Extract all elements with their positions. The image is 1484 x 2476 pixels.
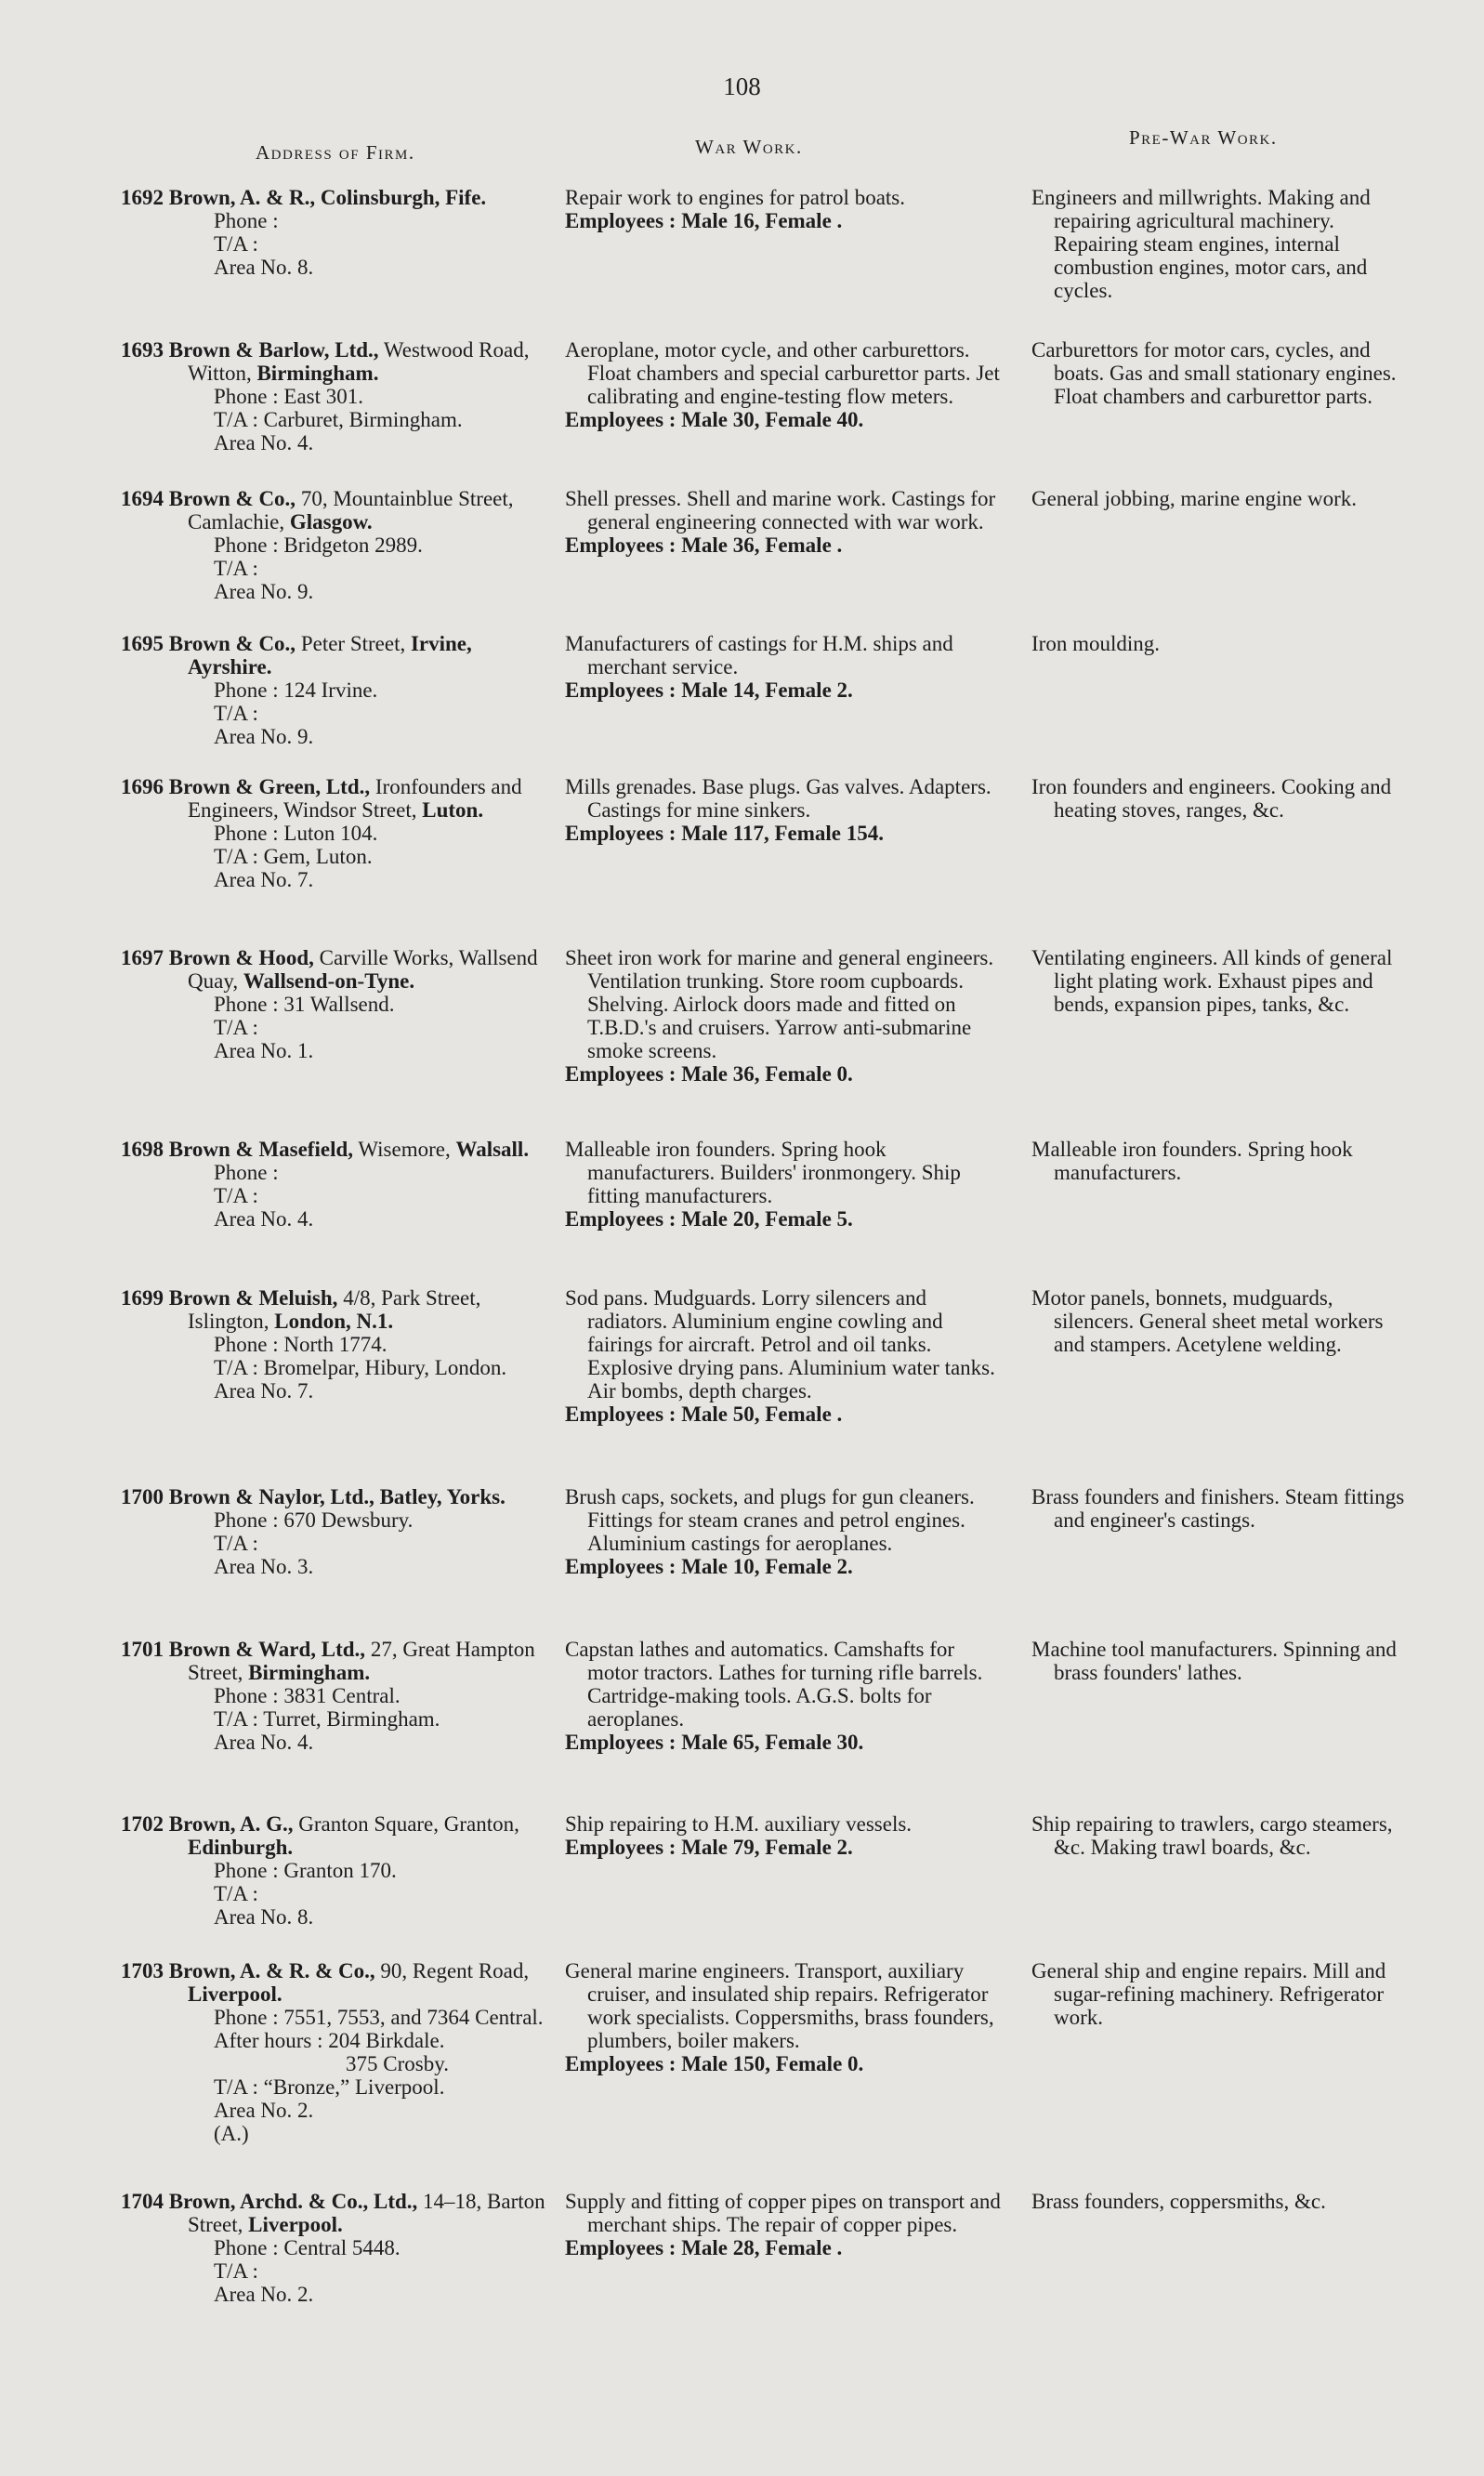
war-work-text: General marine engineers. Transport, auxiliary cruiser, and insulated ship repairs. Refrigerator work specialists. Coppersmiths, brass founders, plumbers, boiler makers. bbox=[565, 1959, 994, 2052]
area-number: Area No. 1. bbox=[214, 1039, 314, 1062]
area-number: Area No. 4. bbox=[214, 1207, 314, 1231]
firm-place: Luton. bbox=[422, 798, 484, 822]
war-work bbox=[565, 2190, 1009, 2259]
entry-number: 1704 bbox=[121, 2190, 164, 2213]
phone: Phone : East 301. bbox=[214, 385, 363, 408]
pre-war-text: Motor panels, bonnets, mudguards, silencers. General sheet metal workers and stampers. Acetylene welding. bbox=[1031, 1286, 1384, 1356]
phone: Phone : Luton 104. bbox=[214, 822, 378, 845]
firm-name: Brown & Ward, Ltd., bbox=[168, 1638, 366, 1661]
firm-address bbox=[121, 1286, 546, 1403]
telegraphic-address: T/A : Carburet, Birmingham. bbox=[214, 408, 463, 431]
firm-name: Brown, A. & R., bbox=[168, 186, 316, 209]
pre-war-work bbox=[1031, 632, 1412, 655]
war-work-text: Manufacturers of castings for H.M. ships and merchant service. bbox=[565, 632, 953, 678]
entry-number: 1701 bbox=[121, 1638, 164, 1661]
entry-number: 1698 bbox=[121, 1138, 164, 1161]
pre-war-text: Ventilating engineers. All kinds of general light plating work. Exhaust pipes and bends, expansion pipes, tanks, &c. bbox=[1031, 946, 1393, 1016]
area-number: Area No. 7. bbox=[214, 868, 314, 891]
firm-address bbox=[121, 775, 546, 891]
firm-place: Edinburgh. bbox=[188, 1836, 294, 1859]
pre-war-work bbox=[1031, 1959, 1412, 2029]
war-work-text: Shell presses. Shell and marine work. Castings for general engineering connected with war work. bbox=[565, 487, 996, 533]
war-work-text: Repair work to engines for patrol boats. bbox=[565, 186, 905, 209]
employees: Employees : Male 36, Female 0. bbox=[565, 1062, 853, 1086]
telegraphic-address: T/A : bbox=[214, 2259, 258, 2283]
firm-name: Brown & Barlow, Ltd., bbox=[168, 338, 379, 362]
telegraphic-address: T/A : Gem, Luton. bbox=[214, 845, 373, 868]
pre-war-text: Brass founders and finishers. Steam fittings and engineer's castings. bbox=[1031, 1485, 1405, 1532]
pre-war-work bbox=[1031, 186, 1412, 302]
area-number: Area No. 4. bbox=[214, 431, 314, 454]
entry-number: 1692 bbox=[121, 186, 164, 209]
firm-place: Birmingham. bbox=[256, 362, 379, 385]
telegraphic-address: T/A : bbox=[214, 1882, 258, 1905]
street-address: Granton Square, Granton, bbox=[298, 1812, 519, 1836]
firm-address bbox=[121, 1485, 546, 1578]
employees: Employees : Male 10, Female 2. bbox=[565, 1555, 853, 1578]
firm-name: Brown, A. G., bbox=[168, 1812, 294, 1836]
pre-war-work bbox=[1031, 946, 1412, 1016]
area-number: Area No. 2. bbox=[214, 2099, 314, 2122]
street-address: 27, Great Hampton Street, bbox=[188, 1638, 535, 1684]
phone: Phone : 3831 Central. bbox=[214, 1684, 401, 1707]
phone: Phone : 31 Wallsend. bbox=[214, 993, 395, 1016]
street-address: 4/8, Park Street, Islington, bbox=[188, 1286, 481, 1333]
entry-number: 1696 bbox=[121, 775, 164, 798]
telegraphic-address: T/A : bbox=[214, 557, 258, 580]
firm-name: Brown & Co., bbox=[168, 632, 296, 655]
entry-number: 1697 bbox=[121, 946, 164, 969]
pre-war-work bbox=[1031, 1812, 1412, 1859]
firm-name: Brown & Green, Ltd., bbox=[168, 775, 371, 798]
firm-address bbox=[121, 1638, 546, 1754]
firm-address bbox=[121, 1812, 546, 1929]
employees: Employees : Male 50, Female . bbox=[565, 1403, 843, 1426]
area-number: Area No. 8. bbox=[214, 256, 314, 279]
after-hours-phone: After hours : 204 Birkdale. bbox=[214, 2029, 445, 2052]
entry-number: 1693 bbox=[121, 338, 164, 362]
firm-place: Wallsend-on-Tyne. bbox=[243, 969, 415, 993]
pre-war-text: General jobbing, marine engine work. bbox=[1031, 487, 1357, 510]
war-work-text: Ship repairing to H.M. auxiliary vessels. bbox=[565, 1812, 913, 1836]
war-work bbox=[565, 946, 1009, 1086]
firm-place: Birmingham. bbox=[248, 1661, 371, 1684]
entry-number: 1702 bbox=[121, 1812, 164, 1836]
pre-war-work bbox=[1031, 1485, 1412, 1532]
firm-name: Brown & Hood, bbox=[168, 946, 314, 969]
pre-war-work bbox=[1031, 2190, 1412, 2213]
entry-number: 1694 bbox=[121, 487, 164, 510]
telegraphic-address: T/A : bbox=[214, 1532, 258, 1555]
firm-place: Irvine, Ayrshire. bbox=[188, 632, 472, 678]
employees: Employees : Male 16, Female . bbox=[565, 209, 843, 232]
employees: Employees : Male 150, Female 0. bbox=[565, 2052, 864, 2075]
street-address: 90, Regent Road, bbox=[380, 1959, 530, 1982]
area-number: Area No. 8. bbox=[214, 1905, 314, 1929]
phone: Phone : bbox=[214, 1161, 279, 1184]
street-address: Westwood Road, Witton, bbox=[188, 338, 530, 385]
header-address: Address of Firm. bbox=[256, 141, 415, 164]
pre-war-text: Machine tool manufacturers. Spinning and brass founders' lathes. bbox=[1031, 1638, 1397, 1684]
war-work bbox=[565, 775, 1009, 845]
firm-name: Brown & Meluish, bbox=[168, 1286, 338, 1310]
pre-war-work bbox=[1031, 775, 1412, 822]
employees: Employees : Male 36, Female . bbox=[565, 533, 843, 557]
firm-place: London, N.1. bbox=[274, 1310, 394, 1333]
firm-name: Brown & Masefield, bbox=[168, 1138, 354, 1161]
war-work-text: Brush caps, sockets, and plugs for gun cleaners. Fittings for steam cranes and petrol engines. Aluminium castings for aeroplanes. bbox=[565, 1485, 975, 1555]
phone: Phone : 124 Irvine. bbox=[214, 678, 378, 702]
telegraphic-address: T/A : “Bronze,” Liverpool. bbox=[214, 2075, 445, 2099]
street-address: 14–18, Barton Street, bbox=[188, 2190, 545, 2236]
pre-war-work bbox=[1031, 1638, 1412, 1684]
street-address: Peter Street, bbox=[300, 632, 406, 655]
telegraphic-address: T/A : Turret, Birmingham. bbox=[214, 1707, 440, 1731]
header-pre-war-work: Pre-War Work. bbox=[1129, 126, 1278, 149]
street-address: Ironfounders and Engineers, Windsor Street, bbox=[188, 775, 522, 822]
employees: Employees : Male 79, Female 2. bbox=[565, 1836, 853, 1859]
war-work bbox=[565, 487, 1009, 557]
firm-place: Liverpool. bbox=[188, 1982, 282, 2006]
firm-address bbox=[121, 186, 546, 279]
firm-place: Liverpool. bbox=[248, 2213, 343, 2236]
firm-address bbox=[121, 1138, 546, 1231]
street-address: Wisemore, bbox=[358, 1138, 451, 1161]
page-number: 108 bbox=[723, 72, 761, 100]
war-work-text: Mills grenades. Base plugs. Gas valves. Adapters. Castings for mine sinkers. bbox=[565, 775, 992, 822]
phone: Phone : Central 5448. bbox=[214, 2236, 401, 2259]
firm-name: Brown, A. & R. & Co., bbox=[168, 1959, 375, 1982]
phone: Phone : North 1774. bbox=[214, 1333, 387, 1356]
employees: Employees : Male 30, Female 40. bbox=[565, 408, 864, 431]
telegraphic-address: T/A : bbox=[214, 702, 258, 725]
war-work-text: Aeroplane, motor cycle, and other carburettors. Float chambers and special carburettor parts. Jet calibrating and engine-testing flow meters. bbox=[565, 338, 1000, 408]
header-war-work: War Work. bbox=[695, 136, 803, 158]
phone: Phone : 670 Dewsbury. bbox=[214, 1508, 414, 1532]
firm-place: Colinsburgh, Fife. bbox=[320, 186, 487, 209]
area-number: Area No. 4. bbox=[214, 1731, 314, 1754]
firm-address bbox=[121, 487, 546, 603]
employees: Employees : Male 117, Female 154. bbox=[565, 822, 885, 845]
after-hours-phone-2: 375 Crosby. bbox=[346, 2052, 449, 2075]
employees: Employees : Male 14, Female 2. bbox=[565, 678, 853, 702]
war-work bbox=[565, 338, 1009, 431]
war-work bbox=[565, 186, 1009, 232]
war-work bbox=[565, 1138, 1009, 1231]
war-work-text: Malleable iron founders. Spring hook manufacturers. Builders' ironmongery. Ship fitting manufacturers. bbox=[565, 1138, 961, 1207]
area-number: Area No. 9. bbox=[214, 580, 314, 603]
phone: Phone : Bridgeton 2989. bbox=[214, 533, 423, 557]
entry-number: 1703 bbox=[121, 1959, 164, 1982]
area-number: Area No. 9. bbox=[214, 725, 314, 748]
pre-war-text: Malleable iron founders. Spring hook manufacturers. bbox=[1031, 1138, 1353, 1184]
pre-war-text: Brass founders, coppersmiths, &c. bbox=[1031, 2190, 1326, 2213]
pre-war-text: Engineers and millwrights. Making and repairing agricultural machinery. Repairing steam engines, internal combustion engines, motor cars, and cycles. bbox=[1031, 186, 1371, 302]
pre-war-work bbox=[1031, 1286, 1412, 1356]
employees: Employees : Male 65, Female 30. bbox=[565, 1731, 864, 1754]
war-work bbox=[565, 1959, 1009, 2075]
pre-war-work bbox=[1031, 1138, 1412, 1184]
telegraphic-address: T/A : bbox=[214, 1184, 258, 1207]
pre-war-text: Carburettors for motor cars, cycles, and boats. Gas and small stationary engines. Float chambers and carburettor parts. bbox=[1031, 338, 1397, 408]
firm-address bbox=[121, 632, 546, 748]
war-work bbox=[565, 632, 1009, 702]
employees: Employees : Male 28, Female . bbox=[565, 2236, 843, 2259]
pre-war-text: Iron moulding. bbox=[1031, 632, 1160, 655]
war-work bbox=[565, 1812, 1009, 1859]
firm-address bbox=[121, 946, 546, 1062]
phone: Phone : bbox=[214, 209, 279, 232]
war-work-text: Sod pans. Mudguards. Lorry silencers and radiators. Aluminium engine cowling and fairings for aircraft. Petrol and oil tanks. Explosive drying pans. Aluminium water tanks. Air bombs, depth charges. bbox=[565, 1286, 995, 1403]
firm-name: Brown, Archd. & Co., Ltd., bbox=[168, 2190, 418, 2213]
pre-war-text: General ship and engine repairs. Mill and sugar-refining machinery. Refrigerator work. bbox=[1031, 1959, 1386, 2029]
employees: Employees : Male 20, Female 5. bbox=[565, 1207, 853, 1231]
firm-address bbox=[121, 2190, 546, 2306]
area-number: Area No. 7. bbox=[214, 1379, 314, 1403]
entry-number: 1700 bbox=[121, 1485, 164, 1508]
war-work bbox=[565, 1485, 1009, 1578]
firm-place: Glasgow. bbox=[289, 510, 373, 533]
war-work-text: Supply and fitting of copper pipes on transport and merchant ships. The repair of copper pipes. bbox=[565, 2190, 1001, 2236]
pre-war-text: Iron founders and engineers. Cooking and heating stoves, ranges, &c. bbox=[1031, 775, 1392, 822]
firm-name: Brown & Naylor, Ltd., bbox=[168, 1485, 374, 1508]
firm-place: Walsall. bbox=[455, 1138, 530, 1161]
entry-number: 1695 bbox=[121, 632, 164, 655]
area-number: Area No. 2. bbox=[214, 2283, 314, 2306]
pre-war-work bbox=[1031, 487, 1412, 510]
street-address: Carville Works, Wallsend Quay, bbox=[188, 946, 538, 993]
telegraphic-address: T/A : bbox=[214, 1016, 258, 1039]
war-work-text: Capstan lathes and automatics. Camshafts for motor tractors. Lathes for turning rifle barrels. Cartridge-making tools. A.G.S. bolts for aeroplanes. bbox=[565, 1638, 983, 1731]
war-work-text: Sheet iron work for marine and general engineers. Ventilation trunking. Store room cupboards. Shelving. Airlock doors made and fitted on T.B.D.'s and cruisers. Yarrow anti-submarine smoke screens. bbox=[565, 946, 994, 1062]
firm-place: Batley, Yorks. bbox=[379, 1485, 506, 1508]
area-number: Area No. 3. bbox=[214, 1555, 314, 1578]
firm-address bbox=[121, 1959, 546, 2145]
phone: Phone : Granton 170. bbox=[214, 1859, 397, 1882]
phone: Phone : 7551, 7553, and 7364 Central. bbox=[214, 2006, 544, 2029]
street-address: 70, Mountainblue Street, Camlachie, bbox=[188, 487, 514, 533]
telegraphic-address: T/A : Bromelpar, Hibury, London. bbox=[214, 1356, 507, 1379]
war-work bbox=[565, 1286, 1009, 1426]
entry-note: (A.) bbox=[214, 2122, 249, 2145]
entry-number: 1699 bbox=[121, 1286, 164, 1310]
firm-address bbox=[121, 338, 546, 454]
telegraphic-address: T/A : bbox=[214, 232, 258, 256]
pre-war-work bbox=[1031, 338, 1412, 408]
firm-name: Brown & Co., bbox=[168, 487, 296, 510]
war-work bbox=[565, 1638, 1009, 1754]
pre-war-text: Ship repairing to trawlers, cargo steamers, &c. Making trawl boards, &c. bbox=[1031, 1812, 1393, 1859]
